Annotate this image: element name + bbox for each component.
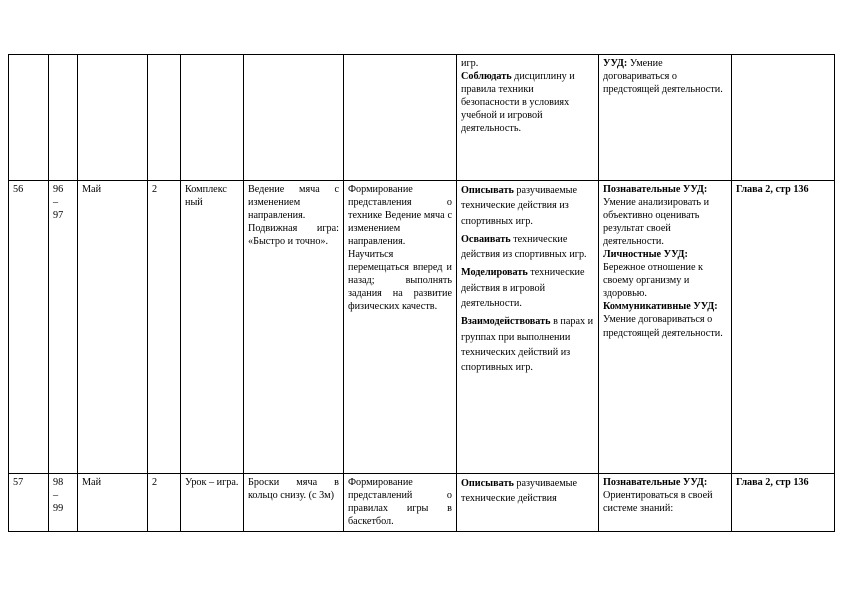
cell-number: 56 bbox=[9, 181, 49, 474]
uud-heading: Познавательные УУД: bbox=[603, 184, 708, 195]
subject-text: игр. bbox=[461, 58, 479, 69]
table-row bbox=[9, 181, 835, 474]
cell-lessons bbox=[49, 55, 78, 181]
table-row bbox=[9, 474, 835, 532]
cell-content bbox=[344, 55, 457, 181]
cell-uud bbox=[599, 181, 732, 474]
uud-heading: Коммуникативные УУД: bbox=[603, 301, 718, 313]
uud-heading: Познавательные УУД: bbox=[603, 477, 708, 488]
uud-text: Умение анализировать и объективно оценивать результат своей деятельности. bbox=[603, 197, 710, 248]
cell-month bbox=[78, 55, 148, 181]
subject-keyword: Описывать bbox=[461, 185, 514, 196]
cell-subject-results bbox=[457, 55, 599, 181]
cell-uud bbox=[599, 474, 732, 532]
cell-lessons: 96 – 97 bbox=[49, 181, 78, 474]
subject-text: разучиваемые технические действия из спортивных игр. bbox=[461, 185, 578, 227]
cell-content: Формирование представления о технике Ведение мяча с изменением направления. Научиться перемещаться вперед и назад; выполнять задания на развитие физических качеств. bbox=[344, 181, 457, 474]
cell-hours: 2 bbox=[148, 181, 181, 474]
uud-text: Умение договариваться о предстоящей деятельности. bbox=[603, 58, 723, 96]
uud-text: Бережное отношение к своему организму и здоровью. bbox=[603, 262, 704, 300]
cell-lessons: 98 – 99 bbox=[49, 474, 78, 532]
cell-topic: Броски мяча в кольцо снизу. (с 3м) bbox=[244, 474, 344, 532]
cell-lesson-type bbox=[181, 55, 244, 181]
cell-month: Май bbox=[78, 474, 148, 532]
uud-text: Умение договариваться о предстоящей деятельности. bbox=[603, 314, 723, 339]
cell-month: Май bbox=[78, 181, 148, 474]
uud-heading: Личностные УУД: bbox=[603, 249, 688, 261]
subject-text: технические действия в игровой деятельности. bbox=[461, 267, 585, 310]
subject-keyword: Описывать bbox=[461, 478, 514, 489]
cell-reference bbox=[732, 55, 835, 181]
cell-reference: Глава 2, стр 136 bbox=[732, 181, 835, 474]
subject-text: разучиваемые технические действия bbox=[461, 478, 578, 505]
cell-content: Формирование представлений о правилах игры в баскетбол. bbox=[344, 474, 457, 532]
cell-lesson-type: Комплекс ный bbox=[181, 181, 244, 474]
cell-subject-results bbox=[457, 181, 599, 474]
cell-number bbox=[9, 55, 49, 181]
subject-keyword: Взаимодействовать bbox=[461, 316, 551, 328]
subject-text: технические действия из спортивных игр. bbox=[461, 233, 587, 261]
cell-number: 57 bbox=[9, 474, 49, 532]
cell-hours: 2 bbox=[148, 474, 181, 532]
cell-uud bbox=[599, 55, 732, 181]
cell-hours bbox=[148, 55, 181, 181]
subject-text: дисциплину и правила техники безопасности в условиях учебной и игровой деятельность. bbox=[461, 71, 575, 135]
subject-keyword: Моделировать bbox=[461, 267, 528, 279]
cell-topic bbox=[244, 55, 344, 181]
cell-subject-results bbox=[457, 474, 599, 532]
uud-text: Ориентироваться в своей системе знаний: bbox=[603, 490, 713, 515]
subject-keyword: Соблюдать bbox=[461, 71, 512, 83]
uud-heading: УУД: bbox=[603, 58, 628, 69]
lesson-plan-table bbox=[8, 54, 835, 532]
cell-topic: Ведение мяча с изменением направления. Подвижная игра: «Быстро и точно». bbox=[244, 181, 344, 474]
cell-lesson-type: Урок – игра. bbox=[181, 474, 244, 532]
subject-keyword: Осваивать bbox=[461, 233, 511, 245]
subject-text: в парах и группах при выполнении технических действий из спортивных игр. bbox=[461, 316, 594, 374]
table-row bbox=[9, 55, 835, 181]
cell-reference: Глава 2, стр 136 bbox=[732, 474, 835, 532]
